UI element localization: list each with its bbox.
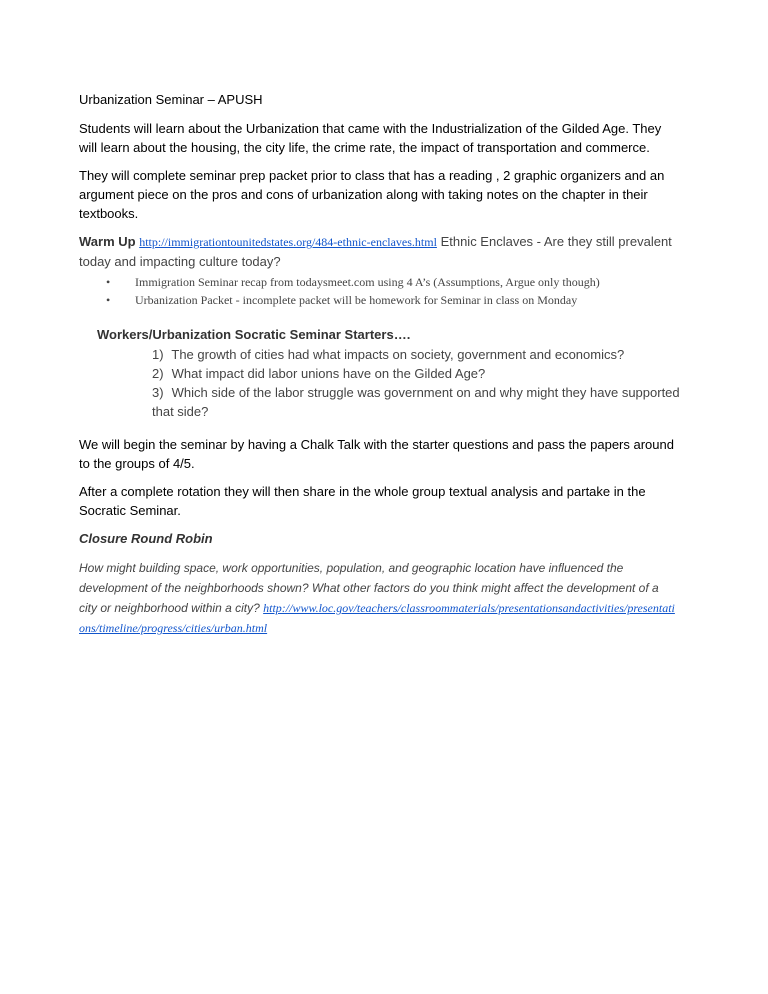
starters-list [97,345,692,421]
list-item [152,383,692,421]
intro-paragraph-2: They will complete seminar prep packet prior to class that has a reading , 2 graphic organizers and an argument piece on the pros and cons of urbanization along with taking notes on the chapter in their textbooks. [79,168,665,221]
starters-heading: Workers/Urbanization Socratic Seminar Starters…. [97,327,411,342]
item-text: What impact did labor unions have on the Gilded Age? [171,366,486,381]
warmup-paragraph [79,232,679,271]
item-number: 3) [152,385,164,400]
rotation-paragraph: After a complete rotation they will then share in the whole group textual analysis and partake in the Socratic Seminar. [79,484,646,518]
closure-text: How might building space, work opportunities, population, and geographic location have influenced the development of the neighborhoods shown? What other factors do you think might affect the development of a city or neighborhood within a city? [79,561,659,615]
chalk-talk-paragraph: We will begin the seminar by having a Chalk Talk with the starter questions and pass the papers around to the groups of 4/5. [79,437,674,471]
bullet-text: Urbanization Packet - incomplete packet will be homework for Seminar in class on Monday [135,293,578,307]
list-item [152,364,692,383]
bullet-text: Immigration Seminar recap from todaysmeet.com using 4 A’s (Assumptions, Argue only though) [135,275,600,289]
bullet-icon: • [106,275,111,289]
document-body [79,90,679,638]
warmup-label: Warm Up [79,234,136,249]
intro-paragraph-1: Students will learn about the Urbanization that came with the Industrialization of the Gilded Age. They will learn about the housing, the city life, the crime rate, the impact of transportation and commerce. [79,121,662,155]
document-title: Urbanization Seminar – APUSH [79,92,263,107]
closure-title: Closure Round Robin [79,531,213,546]
seminar-starters [97,325,679,421]
list-item [106,273,679,291]
warmup-bullet-list [79,273,679,309]
closure-body [79,558,679,638]
item-text: Which side of the labor struggle was government on and why might they have supported that side? [152,385,680,419]
bullet-icon: • [106,293,111,307]
closure-link[interactable]: http://www.loc.gov/teachers/classroommaterials/presentationsandactivities/presentations/timeline/progress/cities/urban.html [79,601,675,635]
item-number: 1) [152,347,164,362]
item-number: 2) [152,366,164,381]
warmup-link[interactable]: http://immigrationtounitedstates.org/484-ethnic-enclaves.html [139,235,437,249]
warmup-text: Ethnic Enclaves - Are they still prevalent today and impacting culture today? [79,234,672,269]
list-item [152,345,692,364]
list-item [106,291,679,309]
item-text: The growth of cities had what impacts on society, government and economics? [171,347,625,362]
